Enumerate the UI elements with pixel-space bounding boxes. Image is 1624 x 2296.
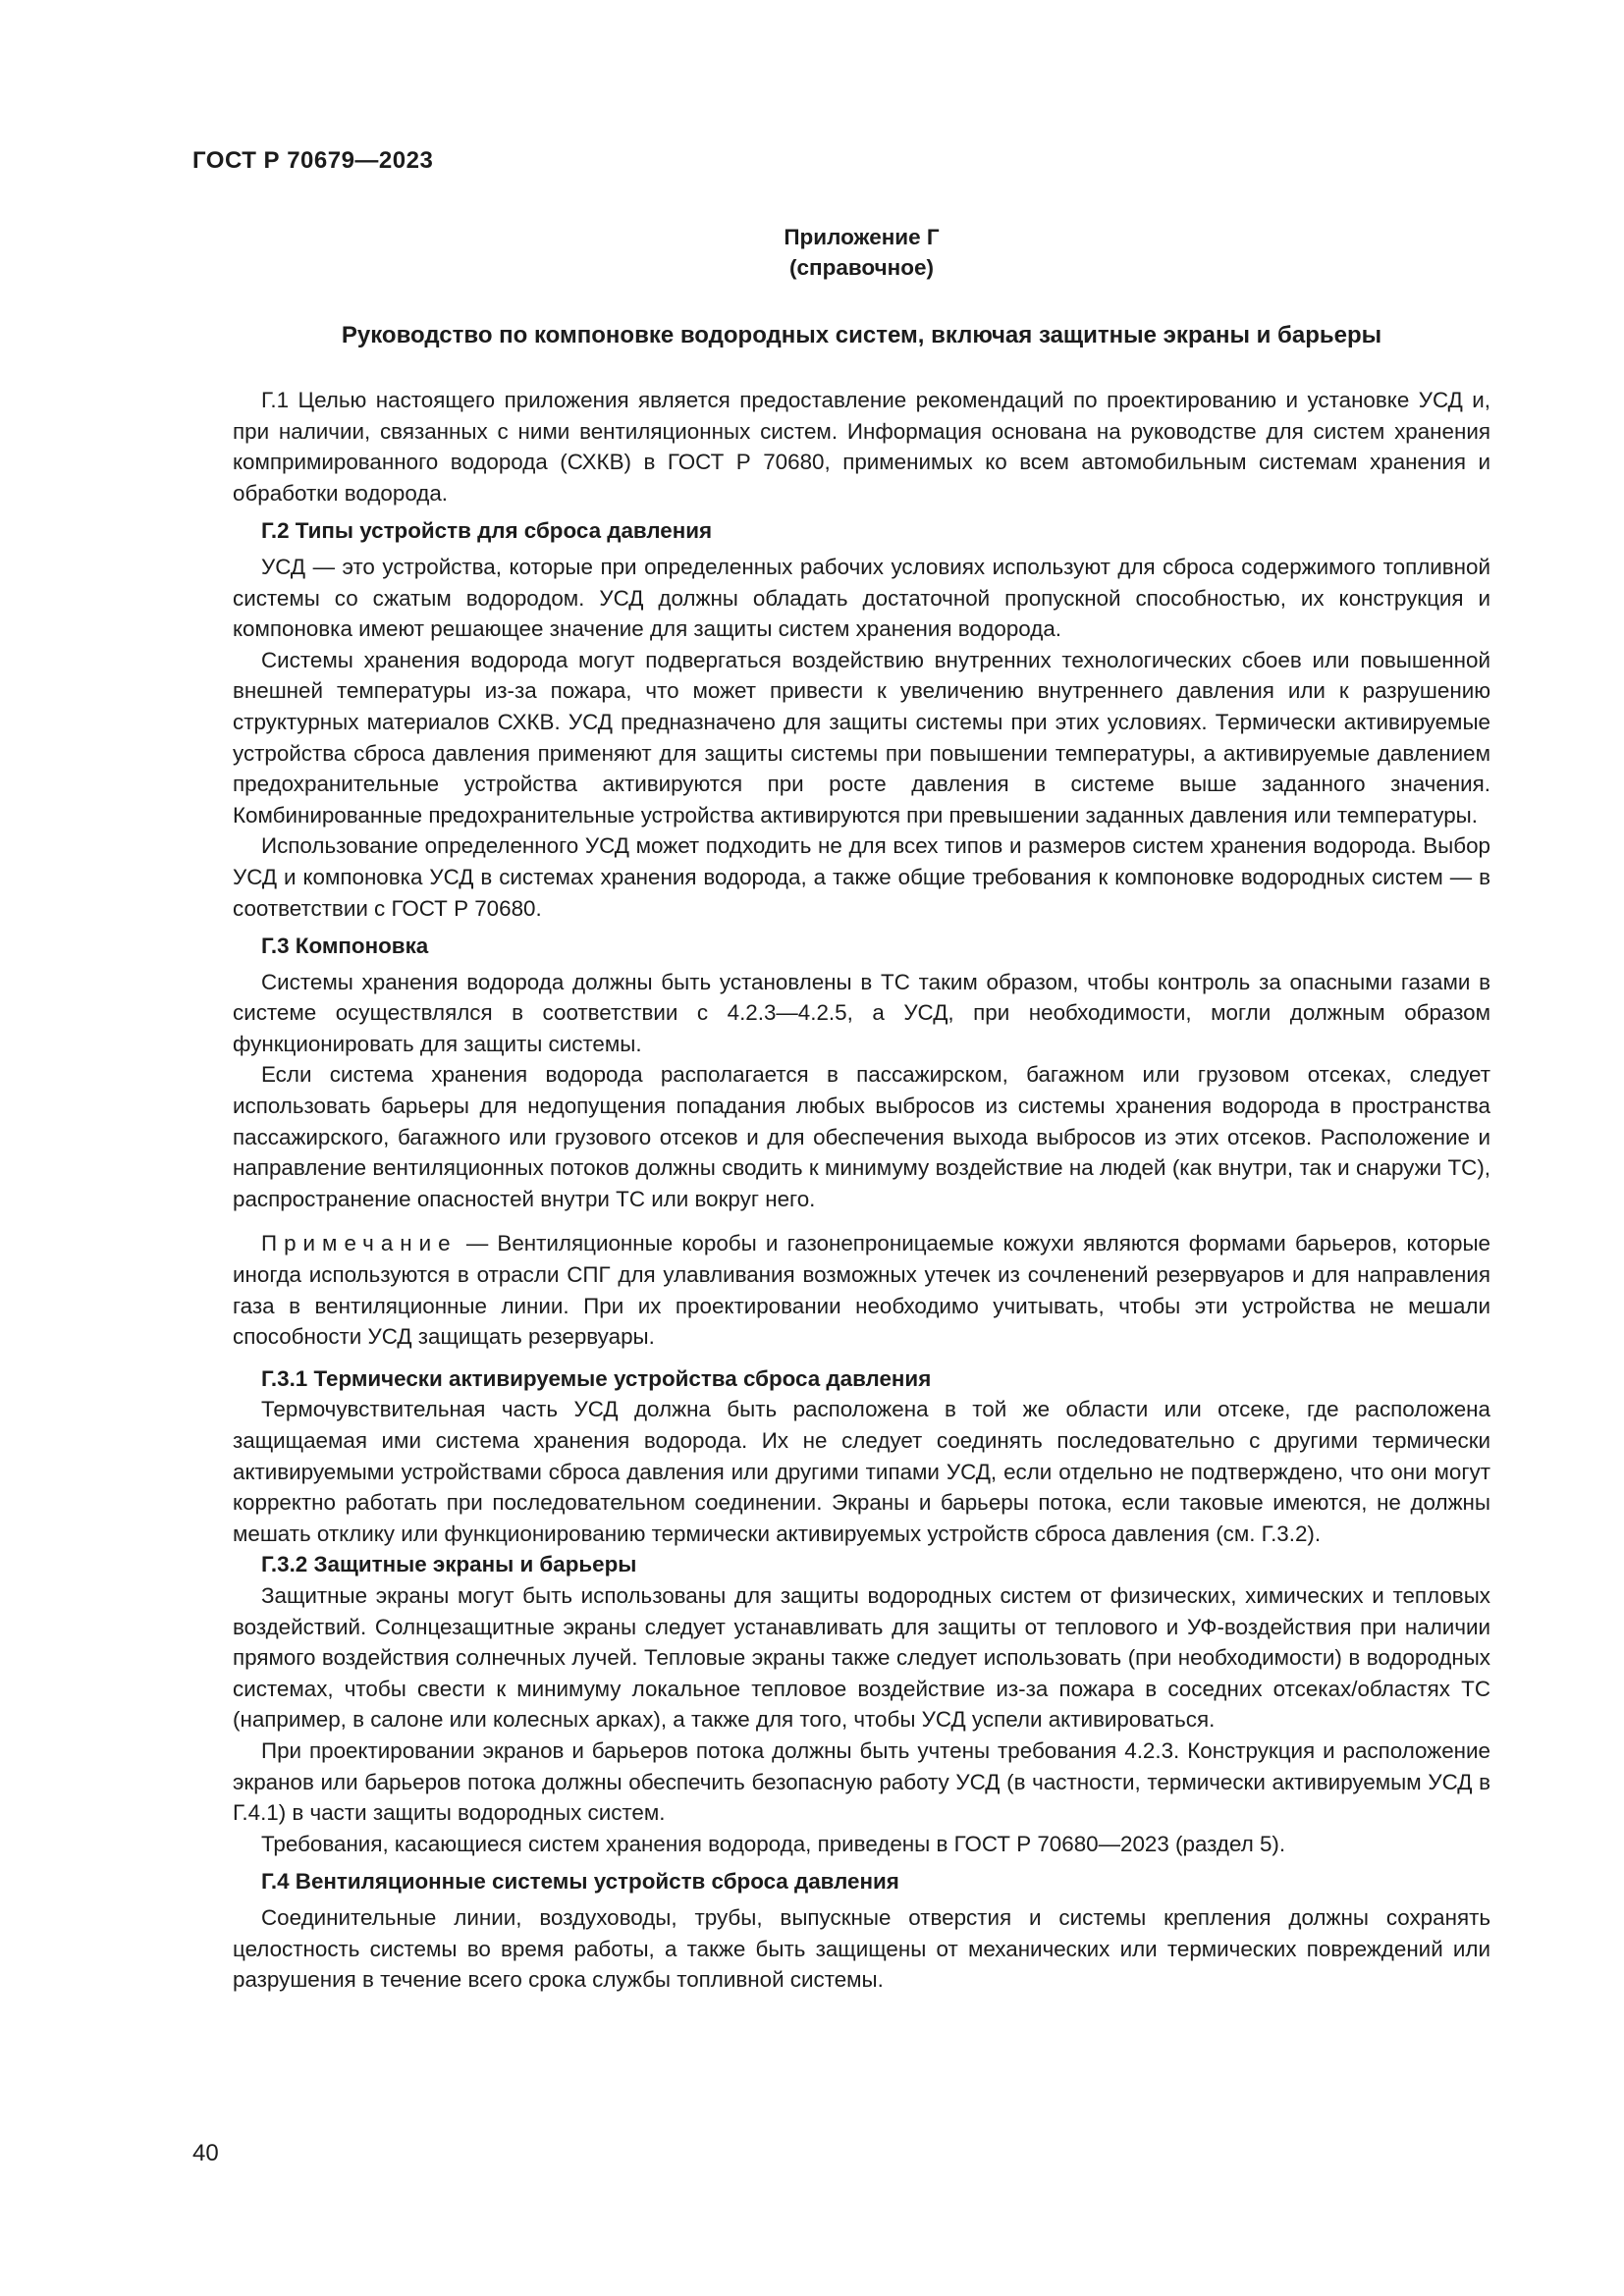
paragraph-g2-3: Использование определенного УСД может подходить не для всех типов и размеров систем хранения водорода. Выбор УСД и компоновка УСД в системах хранения водорода, а также общие требования к компоновке водородных систем — в соответствии с ГОСТ Р 70680. <box>233 833 1490 921</box>
note-paragraph <box>233 1228 1490 1352</box>
paragraph-g4: Соединительные линии, воздуховоды, трубы, выпускные отверстия и системы крепления должны сохранять целостность системы во время работы, а также быть защищены от механических или термических повреждений или разрушения в течение всего срока службы топливной системы. <box>233 1904 1490 1993</box>
page-number: 40 <box>192 2140 219 2166</box>
note-text: — Вентиляционные коробы и газонепроницаемые кожухи являются формами барьеров, которые иногда используются в отрасли СПГ для улавливания возможных утечек из сочленений резервуаров и для направления газа в вентиляционные линии. При их проектировании необходимо учитывать, чтобы эти устройства не мешали способности УСД защищать резервуары. <box>233 1231 1490 1350</box>
page-content <box>233 222 1490 1996</box>
paragraph-g2-2: Системы хранения водорода могут подвергаться воздействию внутренних технологических сбоев или повышенной внешней температуры из-за пожара, что может привести к увеличению внутреннего давления или к разрушению структурных материалов СХКВ. УСД предназначено для защиты системы при этих условиях. Термически активируемые устройства сброса давления применяют для защиты системы при повышении температуры, а активируемые давлением предохранительные устройства активируются при росте давления в системе выше заданного значения. Комбинированные предохранительные устройства активируются при превышении заданных давления или температуры. <box>233 647 1490 828</box>
appendix-label: Приложение Г <box>784 225 940 249</box>
section-heading-g3-1: Г.3.1 Термически активируемые устройства сброса давления <box>261 1365 932 1391</box>
paragraph-g3-2-1: Защитные экраны могут быть использованы для защиты водородных систем от физических, химических и тепловых воздействий. Солнцезащитные экраны следует устанавливать для защиты от теплового и УФ-воздействия при наличии прямого воздействия солнечных лучей. Тепловые экраны также следует использовать (при необходимости) в водородных системах, чтобы свести к минимуму локальное тепловое воздействие из-за пожара в соседних отсеках/областях ТС (например, в салоне или колесных арках), а также для того, чтобы УСД успели активироваться. <box>233 1582 1490 1733</box>
appendix-heading <box>233 222 1490 283</box>
standard-header: ГОСТ Р 70679—2023 <box>192 147 434 174</box>
section-heading-g2: Г.2 Типы устройств для сброса давления <box>261 518 713 544</box>
paragraph-g3-1-text: Термочувствительная часть УСД должна быть расположена в той же области или отсеке, где расположена защищаемая ими система хранения водорода. Их не следует соединять последовательно с другими термически активируемыми устройствами сброса давления или другими типами УСД, если отдельно не подтверждено, что они могут корректно работать при последовательном соединении. Экраны и барьеры потока, если таковые имеются, не должны мешать отклику или функционированию термически активируемых устройств сброса давления (см. Г.3.2). <box>233 1397 1490 1546</box>
paragraph-g1: Г.1 Целью настоящего приложения является предоставление рекомендаций по проектированию и установке УСД и, при наличии, связанных с ними вентиляционных систем. Информация основана на руководстве для систем хранения компримированного водорода (СХКВ) в ГОСТ Р 70680, применимых ко всем автомобильным системам хранения и обработки водорода. <box>233 388 1490 506</box>
section-heading-g4: Г.4 Вентиляционные системы устройств сброса давления <box>261 1869 899 1895</box>
paragraph-g2-1: УСД — это устройства, которые при определенных рабочих условиях используют для сброса содержимого топливной системы со сжатым водородом. УСД должны обладать достаточной пропускной способностью, их конструкция и компоновка имеют решающее значение для защиты систем хранения водорода. <box>233 554 1490 642</box>
paragraph-g3-1: Системы хранения водорода должны быть установлены в ТС таким образом, чтобы контроль за опасными газами в системе осуществлялся в соответствии с 4.2.3—4.2.5, а УСД, при необходимости, могли должным образом функционировать для защиты системы. <box>233 969 1490 1056</box>
paragraph-g3-2-3: Требования, касающиеся систем хранения водорода, приведены в ГОСТ Р 70680—2023 (раздел 5). <box>261 1831 1286 1856</box>
note-label: Примечание <box>261 1231 458 1256</box>
appendix-type: (справочное) <box>789 255 934 280</box>
paragraph-g3-2: Если система хранения водорода располагается в пассажирском, багажном или грузовом отсеках, следует использовать барьеры для недопущения попадания любых выбросов из системы хранения водорода в пространства пассажирского, багажного или грузового отсеков и для обеспечения выхода выбросов из этих отсеков. Расположение и направление вентиляционных потоков должны сводить к минимуму воздействие на людей (как внутри, так и снаружи ТС), распространение опасностей внутри ТС или вокруг него. <box>233 1062 1490 1211</box>
section-heading-g3-2: Г.3.2 Защитные экраны и барьеры <box>261 1552 637 1577</box>
appendix-title: Руководство по компоновке водородных систем, включая защитные экраны и барьеры <box>341 322 1382 348</box>
paragraph-g3-2-2: При проектировании экранов и барьеров потока должны быть учтены требования 4.2.3. Конструкция и расположение экранов или барьеров потока должны обеспечить безопасную работу УСД (в частности, термически активируемым УСД в Г.4.1) в части защиты водородных систем. <box>233 1737 1490 1826</box>
section-heading-g3: Г.3 Компоновка <box>261 934 429 959</box>
